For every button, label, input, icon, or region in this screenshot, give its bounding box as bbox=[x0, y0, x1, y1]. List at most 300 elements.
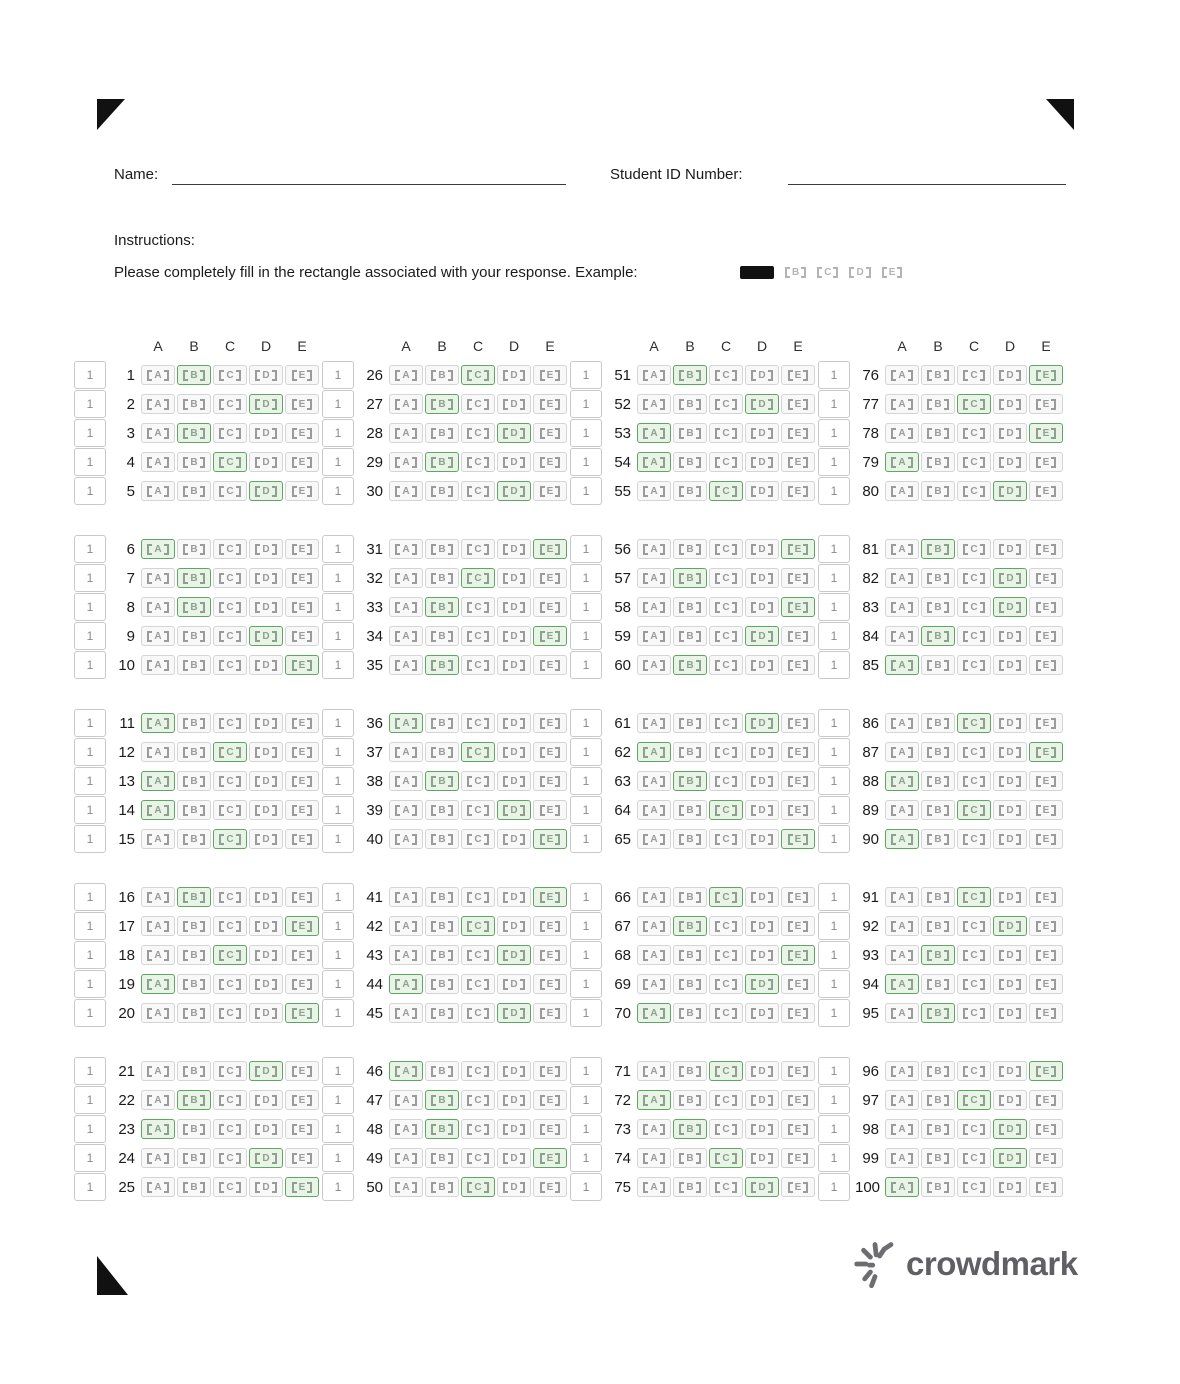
q77-option-B[interactable] bbox=[921, 394, 955, 414]
q74-option-D[interactable] bbox=[745, 1148, 779, 1168]
q52-option-D-selected[interactable] bbox=[745, 394, 779, 414]
q52-option-C[interactable] bbox=[709, 394, 743, 414]
q83-option-E[interactable] bbox=[1029, 597, 1063, 617]
q48-option-A[interactable] bbox=[389, 1119, 423, 1139]
q65-option-B[interactable] bbox=[673, 829, 707, 849]
q2-option-D-selected[interactable] bbox=[249, 394, 283, 414]
q21-option-A[interactable] bbox=[141, 1061, 175, 1081]
q63-option-A[interactable] bbox=[637, 771, 671, 791]
q94-option-C[interactable] bbox=[957, 974, 991, 994]
q50-option-C-selected[interactable] bbox=[461, 1177, 495, 1197]
q12-option-E[interactable] bbox=[285, 742, 319, 762]
q96-option-E-selected[interactable] bbox=[1029, 1061, 1063, 1081]
q72-option-B[interactable] bbox=[673, 1090, 707, 1110]
q82-option-A[interactable] bbox=[885, 568, 919, 588]
q3-option-E[interactable] bbox=[285, 423, 319, 443]
q43-option-E[interactable] bbox=[533, 945, 567, 965]
q15-option-A[interactable] bbox=[141, 829, 175, 849]
q100-option-D[interactable] bbox=[993, 1177, 1027, 1197]
q78-option-A[interactable] bbox=[885, 423, 919, 443]
q19-option-C[interactable] bbox=[213, 974, 247, 994]
q52-option-B[interactable] bbox=[673, 394, 707, 414]
q10-option-A[interactable] bbox=[141, 655, 175, 675]
q48-option-D[interactable] bbox=[497, 1119, 531, 1139]
q14-option-E[interactable] bbox=[285, 800, 319, 820]
q4-option-D[interactable] bbox=[249, 452, 283, 472]
q100-option-A-selected[interactable] bbox=[885, 1177, 919, 1197]
q67-option-C[interactable] bbox=[709, 916, 743, 936]
q72-option-A-selected[interactable] bbox=[637, 1090, 671, 1110]
q78-option-E-selected[interactable] bbox=[1029, 423, 1063, 443]
q68-option-E-selected[interactable] bbox=[781, 945, 815, 965]
q25-option-E-selected[interactable] bbox=[285, 1177, 319, 1197]
q58-option-D[interactable] bbox=[745, 597, 779, 617]
q5-option-A[interactable] bbox=[141, 481, 175, 501]
q80-option-D-selected[interactable] bbox=[993, 481, 1027, 501]
q39-option-D-selected[interactable] bbox=[497, 800, 531, 820]
q84-option-A[interactable] bbox=[885, 626, 919, 646]
q37-option-E[interactable] bbox=[533, 742, 567, 762]
q87-option-B[interactable] bbox=[921, 742, 955, 762]
q94-option-A-selected[interactable] bbox=[885, 974, 919, 994]
q31-option-C[interactable] bbox=[461, 539, 495, 559]
q18-option-D[interactable] bbox=[249, 945, 283, 965]
q99-option-D-selected[interactable] bbox=[993, 1148, 1027, 1168]
q34-option-B[interactable] bbox=[425, 626, 459, 646]
q76-option-B[interactable] bbox=[921, 365, 955, 385]
q68-option-D[interactable] bbox=[745, 945, 779, 965]
q56-option-C[interactable] bbox=[709, 539, 743, 559]
q94-option-B[interactable] bbox=[921, 974, 955, 994]
q35-option-D[interactable] bbox=[497, 655, 531, 675]
q41-option-C[interactable] bbox=[461, 887, 495, 907]
q90-option-D[interactable] bbox=[993, 829, 1027, 849]
q12-option-D[interactable] bbox=[249, 742, 283, 762]
q97-option-B[interactable] bbox=[921, 1090, 955, 1110]
q16-option-D[interactable] bbox=[249, 887, 283, 907]
q32-option-E[interactable] bbox=[533, 568, 567, 588]
q12-option-C-selected[interactable] bbox=[213, 742, 247, 762]
q81-option-A[interactable] bbox=[885, 539, 919, 559]
q15-option-B[interactable] bbox=[177, 829, 211, 849]
q38-option-E[interactable] bbox=[533, 771, 567, 791]
q43-option-A[interactable] bbox=[389, 945, 423, 965]
q32-option-B[interactable] bbox=[425, 568, 459, 588]
q11-option-E[interactable] bbox=[285, 713, 319, 733]
q69-option-A[interactable] bbox=[637, 974, 671, 994]
q49-option-D[interactable] bbox=[497, 1148, 531, 1168]
q38-option-D[interactable] bbox=[497, 771, 531, 791]
q9-option-E[interactable] bbox=[285, 626, 319, 646]
q9-option-D-selected[interactable] bbox=[249, 626, 283, 646]
q91-option-C-selected[interactable] bbox=[957, 887, 991, 907]
q79-option-E[interactable] bbox=[1029, 452, 1063, 472]
q5-option-E[interactable] bbox=[285, 481, 319, 501]
q86-option-E[interactable] bbox=[1029, 713, 1063, 733]
q26-option-A[interactable] bbox=[389, 365, 423, 385]
q75-option-A[interactable] bbox=[637, 1177, 671, 1197]
q74-option-E[interactable] bbox=[781, 1148, 815, 1168]
q93-option-C[interactable] bbox=[957, 945, 991, 965]
q73-option-D[interactable] bbox=[745, 1119, 779, 1139]
q33-option-C[interactable] bbox=[461, 597, 495, 617]
q54-option-D[interactable] bbox=[745, 452, 779, 472]
q57-option-B-selected[interactable] bbox=[673, 568, 707, 588]
q41-option-E-selected[interactable] bbox=[533, 887, 567, 907]
q97-option-E[interactable] bbox=[1029, 1090, 1063, 1110]
q90-option-E[interactable] bbox=[1029, 829, 1063, 849]
q98-option-A[interactable] bbox=[885, 1119, 919, 1139]
q70-option-A-selected[interactable] bbox=[637, 1003, 671, 1023]
q76-option-A[interactable] bbox=[885, 365, 919, 385]
q14-option-A-selected[interactable] bbox=[141, 800, 175, 820]
q92-option-A[interactable] bbox=[885, 916, 919, 936]
q61-option-E[interactable] bbox=[781, 713, 815, 733]
q2-option-C[interactable] bbox=[213, 394, 247, 414]
q37-option-D[interactable] bbox=[497, 742, 531, 762]
q74-option-C-selected[interactable] bbox=[709, 1148, 743, 1168]
q28-option-B[interactable] bbox=[425, 423, 459, 443]
q20-option-E-selected[interactable] bbox=[285, 1003, 319, 1023]
q35-option-B-selected[interactable] bbox=[425, 655, 459, 675]
q65-option-C[interactable] bbox=[709, 829, 743, 849]
q18-option-A[interactable] bbox=[141, 945, 175, 965]
q19-option-B[interactable] bbox=[177, 974, 211, 994]
q50-option-E[interactable] bbox=[533, 1177, 567, 1197]
q24-option-D-selected[interactable] bbox=[249, 1148, 283, 1168]
q11-option-A-selected[interactable] bbox=[141, 713, 175, 733]
q83-option-D-selected[interactable] bbox=[993, 597, 1027, 617]
q79-option-A-selected[interactable] bbox=[885, 452, 919, 472]
q29-option-A[interactable] bbox=[389, 452, 423, 472]
q23-option-C[interactable] bbox=[213, 1119, 247, 1139]
q51-option-E[interactable] bbox=[781, 365, 815, 385]
q39-option-C[interactable] bbox=[461, 800, 495, 820]
q53-option-C[interactable] bbox=[709, 423, 743, 443]
q92-option-E[interactable] bbox=[1029, 916, 1063, 936]
q47-option-C[interactable] bbox=[461, 1090, 495, 1110]
q87-option-D[interactable] bbox=[993, 742, 1027, 762]
q63-option-D[interactable] bbox=[745, 771, 779, 791]
q22-option-B-selected[interactable] bbox=[177, 1090, 211, 1110]
q28-option-E[interactable] bbox=[533, 423, 567, 443]
q2-option-A[interactable] bbox=[141, 394, 175, 414]
q50-option-A[interactable] bbox=[389, 1177, 423, 1197]
q60-option-A[interactable] bbox=[637, 655, 671, 675]
q66-option-B[interactable] bbox=[673, 887, 707, 907]
q65-option-A[interactable] bbox=[637, 829, 671, 849]
q59-option-C[interactable] bbox=[709, 626, 743, 646]
q91-option-A[interactable] bbox=[885, 887, 919, 907]
q37-option-A[interactable] bbox=[389, 742, 423, 762]
q61-option-C[interactable] bbox=[709, 713, 743, 733]
q77-option-A[interactable] bbox=[885, 394, 919, 414]
q21-option-C[interactable] bbox=[213, 1061, 247, 1081]
q38-option-A[interactable] bbox=[389, 771, 423, 791]
q46-option-A-selected[interactable] bbox=[389, 1061, 423, 1081]
q63-option-C[interactable] bbox=[709, 771, 743, 791]
q86-option-D[interactable] bbox=[993, 713, 1027, 733]
q16-option-E[interactable] bbox=[285, 887, 319, 907]
q87-option-C[interactable] bbox=[957, 742, 991, 762]
q47-option-E[interactable] bbox=[533, 1090, 567, 1110]
q11-option-B[interactable] bbox=[177, 713, 211, 733]
q22-option-D[interactable] bbox=[249, 1090, 283, 1110]
q49-option-C[interactable] bbox=[461, 1148, 495, 1168]
q88-option-C[interactable] bbox=[957, 771, 991, 791]
q43-option-B[interactable] bbox=[425, 945, 459, 965]
q42-option-A[interactable] bbox=[389, 916, 423, 936]
q86-option-B[interactable] bbox=[921, 713, 955, 733]
q55-option-B[interactable] bbox=[673, 481, 707, 501]
q4-option-A[interactable] bbox=[141, 452, 175, 472]
q87-option-A[interactable] bbox=[885, 742, 919, 762]
q34-option-C[interactable] bbox=[461, 626, 495, 646]
q6-option-D[interactable] bbox=[249, 539, 283, 559]
q65-option-E-selected[interactable] bbox=[781, 829, 815, 849]
q33-option-E[interactable] bbox=[533, 597, 567, 617]
q51-option-A[interactable] bbox=[637, 365, 671, 385]
q52-option-E[interactable] bbox=[781, 394, 815, 414]
q21-option-E[interactable] bbox=[285, 1061, 319, 1081]
q89-option-C-selected[interactable] bbox=[957, 800, 991, 820]
q67-option-E[interactable] bbox=[781, 916, 815, 936]
q85-option-A-selected[interactable] bbox=[885, 655, 919, 675]
q71-option-B[interactable] bbox=[673, 1061, 707, 1081]
q45-option-B[interactable] bbox=[425, 1003, 459, 1023]
q98-option-C[interactable] bbox=[957, 1119, 991, 1139]
q59-option-D-selected[interactable] bbox=[745, 626, 779, 646]
q69-option-B[interactable] bbox=[673, 974, 707, 994]
q23-option-B[interactable] bbox=[177, 1119, 211, 1139]
q33-option-D[interactable] bbox=[497, 597, 531, 617]
q56-option-E-selected[interactable] bbox=[781, 539, 815, 559]
q4-option-B[interactable] bbox=[177, 452, 211, 472]
q81-option-D[interactable] bbox=[993, 539, 1027, 559]
q70-option-E[interactable] bbox=[781, 1003, 815, 1023]
q50-option-B[interactable] bbox=[425, 1177, 459, 1197]
q42-option-E[interactable] bbox=[533, 916, 567, 936]
q30-option-C[interactable] bbox=[461, 481, 495, 501]
q92-option-D-selected[interactable] bbox=[993, 916, 1027, 936]
q40-option-B[interactable] bbox=[425, 829, 459, 849]
q66-option-E[interactable] bbox=[781, 887, 815, 907]
q46-option-D[interactable] bbox=[497, 1061, 531, 1081]
q71-option-E[interactable] bbox=[781, 1061, 815, 1081]
q76-option-C[interactable] bbox=[957, 365, 991, 385]
q95-option-E[interactable] bbox=[1029, 1003, 1063, 1023]
q58-option-C[interactable] bbox=[709, 597, 743, 617]
q31-option-A[interactable] bbox=[389, 539, 423, 559]
q41-option-D[interactable] bbox=[497, 887, 531, 907]
q45-option-D-selected[interactable] bbox=[497, 1003, 531, 1023]
q8-option-C[interactable] bbox=[213, 597, 247, 617]
q72-option-D[interactable] bbox=[745, 1090, 779, 1110]
q33-option-B-selected[interactable] bbox=[425, 597, 459, 617]
q31-option-D[interactable] bbox=[497, 539, 531, 559]
q90-option-A-selected[interactable] bbox=[885, 829, 919, 849]
q100-option-B[interactable] bbox=[921, 1177, 955, 1197]
q42-option-B[interactable] bbox=[425, 916, 459, 936]
q27-option-D[interactable] bbox=[497, 394, 531, 414]
q35-option-C[interactable] bbox=[461, 655, 495, 675]
q55-option-A[interactable] bbox=[637, 481, 671, 501]
q94-option-D[interactable] bbox=[993, 974, 1027, 994]
q39-option-A[interactable] bbox=[389, 800, 423, 820]
q49-option-A[interactable] bbox=[389, 1148, 423, 1168]
q62-option-D[interactable] bbox=[745, 742, 779, 762]
q62-option-B[interactable] bbox=[673, 742, 707, 762]
q81-option-E[interactable] bbox=[1029, 539, 1063, 559]
q29-option-E[interactable] bbox=[533, 452, 567, 472]
q1-option-D[interactable] bbox=[249, 365, 283, 385]
q92-option-B[interactable] bbox=[921, 916, 955, 936]
q70-option-D[interactable] bbox=[745, 1003, 779, 1023]
q75-option-E[interactable] bbox=[781, 1177, 815, 1197]
q66-option-A[interactable] bbox=[637, 887, 671, 907]
q33-option-A[interactable] bbox=[389, 597, 423, 617]
name-input-line[interactable] bbox=[172, 167, 566, 185]
q32-option-A[interactable] bbox=[389, 568, 423, 588]
q31-option-B[interactable] bbox=[425, 539, 459, 559]
q73-option-B-selected[interactable] bbox=[673, 1119, 707, 1139]
q74-option-B[interactable] bbox=[673, 1148, 707, 1168]
q18-option-B[interactable] bbox=[177, 945, 211, 965]
q54-option-A-selected[interactable] bbox=[637, 452, 671, 472]
q27-option-A[interactable] bbox=[389, 394, 423, 414]
q73-option-C[interactable] bbox=[709, 1119, 743, 1139]
q90-option-B[interactable] bbox=[921, 829, 955, 849]
q11-option-D[interactable] bbox=[249, 713, 283, 733]
q32-option-C-selected[interactable] bbox=[461, 568, 495, 588]
q71-option-D[interactable] bbox=[745, 1061, 779, 1081]
q9-option-A[interactable] bbox=[141, 626, 175, 646]
q42-option-C-selected[interactable] bbox=[461, 916, 495, 936]
q91-option-B[interactable] bbox=[921, 887, 955, 907]
q46-option-E[interactable] bbox=[533, 1061, 567, 1081]
q30-option-B[interactable] bbox=[425, 481, 459, 501]
q57-option-D[interactable] bbox=[745, 568, 779, 588]
q67-option-D[interactable] bbox=[745, 916, 779, 936]
q17-option-C[interactable] bbox=[213, 916, 247, 936]
q52-option-A[interactable] bbox=[637, 394, 671, 414]
q27-option-E[interactable] bbox=[533, 394, 567, 414]
q54-option-C[interactable] bbox=[709, 452, 743, 472]
q96-option-C[interactable] bbox=[957, 1061, 991, 1081]
q22-option-C[interactable] bbox=[213, 1090, 247, 1110]
q9-option-C[interactable] bbox=[213, 626, 247, 646]
q44-option-D[interactable] bbox=[497, 974, 531, 994]
q2-option-E[interactable] bbox=[285, 394, 319, 414]
q24-option-E[interactable] bbox=[285, 1148, 319, 1168]
q8-option-E[interactable] bbox=[285, 597, 319, 617]
q17-option-D[interactable] bbox=[249, 916, 283, 936]
q20-option-D[interactable] bbox=[249, 1003, 283, 1023]
q13-option-C[interactable] bbox=[213, 771, 247, 791]
q88-option-D[interactable] bbox=[993, 771, 1027, 791]
q41-option-B[interactable] bbox=[425, 887, 459, 907]
q6-option-B[interactable] bbox=[177, 539, 211, 559]
q3-option-D[interactable] bbox=[249, 423, 283, 443]
q66-option-C-selected[interactable] bbox=[709, 887, 743, 907]
q64-option-C-selected[interactable] bbox=[709, 800, 743, 820]
q4-option-C-selected[interactable] bbox=[213, 452, 247, 472]
q61-option-D-selected[interactable] bbox=[745, 713, 779, 733]
q36-option-E[interactable] bbox=[533, 713, 567, 733]
q59-option-B[interactable] bbox=[673, 626, 707, 646]
q96-option-A[interactable] bbox=[885, 1061, 919, 1081]
q28-option-A[interactable] bbox=[389, 423, 423, 443]
q42-option-D[interactable] bbox=[497, 916, 531, 936]
q54-option-E[interactable] bbox=[781, 452, 815, 472]
q3-option-C[interactable] bbox=[213, 423, 247, 443]
q9-option-B[interactable] bbox=[177, 626, 211, 646]
q77-option-C-selected[interactable] bbox=[957, 394, 991, 414]
q44-option-E[interactable] bbox=[533, 974, 567, 994]
q26-option-B[interactable] bbox=[425, 365, 459, 385]
q28-option-C[interactable] bbox=[461, 423, 495, 443]
q15-option-E[interactable] bbox=[285, 829, 319, 849]
q16-option-B-selected[interactable] bbox=[177, 887, 211, 907]
q7-option-B-selected[interactable] bbox=[177, 568, 211, 588]
q82-option-B[interactable] bbox=[921, 568, 955, 588]
q54-option-B[interactable] bbox=[673, 452, 707, 472]
q89-option-E[interactable] bbox=[1029, 800, 1063, 820]
q51-option-C[interactable] bbox=[709, 365, 743, 385]
q11-option-C[interactable] bbox=[213, 713, 247, 733]
q85-option-C[interactable] bbox=[957, 655, 991, 675]
q71-option-A[interactable] bbox=[637, 1061, 671, 1081]
q29-option-D[interactable] bbox=[497, 452, 531, 472]
q3-option-B-selected[interactable] bbox=[177, 423, 211, 443]
q79-option-B[interactable] bbox=[921, 452, 955, 472]
q70-option-B[interactable] bbox=[673, 1003, 707, 1023]
q64-option-B[interactable] bbox=[673, 800, 707, 820]
q80-option-B[interactable] bbox=[921, 481, 955, 501]
q20-option-C[interactable] bbox=[213, 1003, 247, 1023]
q7-option-D[interactable] bbox=[249, 568, 283, 588]
q95-option-B-selected[interactable] bbox=[921, 1003, 955, 1023]
q36-option-B[interactable] bbox=[425, 713, 459, 733]
q5-option-B[interactable] bbox=[177, 481, 211, 501]
q83-option-A[interactable] bbox=[885, 597, 919, 617]
q97-option-A[interactable] bbox=[885, 1090, 919, 1110]
q81-option-B-selected[interactable] bbox=[921, 539, 955, 559]
q78-option-B[interactable] bbox=[921, 423, 955, 443]
q7-option-C[interactable] bbox=[213, 568, 247, 588]
q45-option-E[interactable] bbox=[533, 1003, 567, 1023]
q91-option-E[interactable] bbox=[1029, 887, 1063, 907]
q35-option-A[interactable] bbox=[389, 655, 423, 675]
q72-option-E[interactable] bbox=[781, 1090, 815, 1110]
q86-option-C-selected[interactable] bbox=[957, 713, 991, 733]
q95-option-A[interactable] bbox=[885, 1003, 919, 1023]
q17-option-A[interactable] bbox=[141, 916, 175, 936]
q65-option-D[interactable] bbox=[745, 829, 779, 849]
q75-option-C[interactable] bbox=[709, 1177, 743, 1197]
q49-option-B[interactable] bbox=[425, 1148, 459, 1168]
q96-option-D[interactable] bbox=[993, 1061, 1027, 1081]
q23-option-D[interactable] bbox=[249, 1119, 283, 1139]
q95-option-D[interactable] bbox=[993, 1003, 1027, 1023]
q66-option-D[interactable] bbox=[745, 887, 779, 907]
q23-option-E[interactable] bbox=[285, 1119, 319, 1139]
q94-option-E[interactable] bbox=[1029, 974, 1063, 994]
q76-option-D[interactable] bbox=[993, 365, 1027, 385]
q22-option-A[interactable] bbox=[141, 1090, 175, 1110]
q38-option-C[interactable] bbox=[461, 771, 495, 791]
q20-option-B[interactable] bbox=[177, 1003, 211, 1023]
